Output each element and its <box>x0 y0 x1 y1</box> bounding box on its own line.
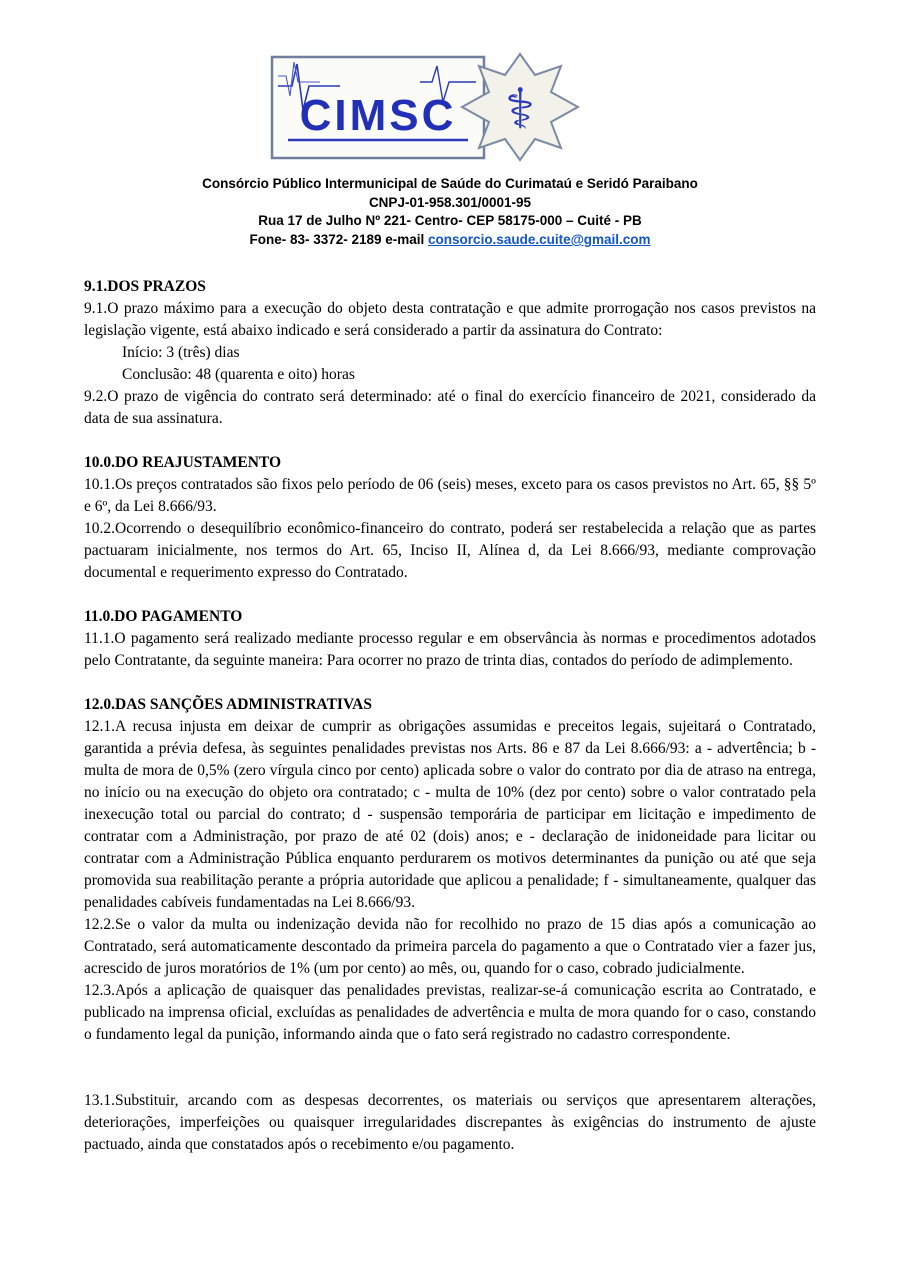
letterhead <box>0 0 900 250</box>
cimsc-logo-graphic <box>270 52 580 164</box>
paragraph: 12.2.Se o valor da multa ou indenização devida não for recolhido no prazo de 15 dias após a comunicação ao Contratado, será automaticamente descontado da primeira parcela do pagamento a que o Contratado vier a fazer jus, acrescido de juros moratórios de 1% (um por cento) ao mês, ou, quando for o caso, cobrado judicialmente. <box>84 915 816 977</box>
paragraph-gap <box>84 430 816 452</box>
cnpj-line: CNPJ-01-958.301/0001-95 <box>368 194 532 210</box>
section-heading: 10.0.DO REAJUSTAMENTO <box>84 453 282 471</box>
cimsc-logo <box>270 52 580 169</box>
paragraph: 9.1.O prazo máximo para a execução do objeto desta contratação e que admite prorrogação nos casos previstos na legislação vigente, está abaixo indicado e será considerado a partir da assinatura do Contrato: <box>84 299 816 339</box>
paragraph-gap <box>84 1068 816 1090</box>
address-line: Rua 17 de Julho Nº 221- Centro- CEP 58175-000 – Cuité - PB <box>258 213 642 229</box>
email-link[interactable]: consorcio.saude.cuite@gmail.com <box>428 231 651 247</box>
paragraph: Conclusão: 48 (quarenta e oito) horas <box>122 365 355 383</box>
paragraph: 12.1.A recusa injusta em deixar de cumprir as obrigações assumidas e preceitos legais, sujeitará o Contratado, garantida a prévia defesa, às seguintes penalidades previstas nos Arts. 86 e 87 da Lei 8.666/93: a - advertência; b - multa de mora de 0,5% (zero vírgula cinco por cento) aplicada sobre o valor do contrato por dia de atraso na entrega, no início ou na execução do objeto ora contratado; c - multa de 10% (dez por cento) sobre o valor contratado pela inexecução total ou parcial do contrato; d - suspensão temporária de participar em licitação e impedimento de contratar com a Administração, por prazo de até 02 (dois) anos; e - declaração de inidoneidade para licitar ou contratar com a Administração Pública enquanto perdurarem os motivos determinantes da punição ou até que seja promovida sua reabilitação perante a própria autoridade que aplicou a penalidade; f - simultaneamente, qualquer das penalidades cabíveis fundamentadas na Lei 8.666/93. <box>84 717 816 911</box>
org-name-line: Consórcio Público Intermunicipal de Saúde do Curimataú e Seridó Paraibano <box>202 176 698 191</box>
paragraph: 13.1.Substituir, arcando com as despesas decorrentes, os materiais ou serviços que apresentarem alterações, deteriorações, imperfeições ou quaisquer irregularidades discrepantes às exigências do instrumento de ajuste pactuado, ainda que constatados após o recebimento e/ou pagamento. <box>84 1091 816 1153</box>
section-heading: 12.0.DAS SANÇÕES ADMINISTRATIVAS <box>84 695 372 713</box>
paragraph-gap <box>84 584 816 606</box>
caduceus-icon: ⚕ <box>504 77 536 142</box>
phone-label: Fone- 83- 3372- 2189 e-mail <box>249 231 429 247</box>
paragraph-gap <box>84 672 816 694</box>
paragraph: 9.2.O prazo de vigência do contrato será determinado: até o final do exercício financeiro de 2021, considerado da data de sua assinatura. <box>84 387 816 427</box>
paragraph: Início: 3 (três) dias <box>122 343 240 361</box>
paragraph: 11.1.O pagamento será realizado mediante processo regular e em observância às normas e procedimentos adotados pelo Contratante, da seguinte maneira: Para ocorrer no prazo de trinta dias, contados do período de adimplemento. <box>84 629 816 669</box>
paragraph: 12.3.Após a aplicação de quaisquer das penalidades previstas, realizar-se-á comunicação escrita ao Contratado, e publicado na imprensa oficial, excluídas as penalidades de advertência e multa de mora quando for o caso, constando o fundamento legal da punição, informando ainda que o fato será registrado no cadastro correspondente. <box>84 981 816 1043</box>
paragraph: 10.1.Os preços contratados são fixos pelo período de 06 (seis) meses, exceto para os casos previstos no Art. 65, §§ 5º e 6º, da Lei 8.666/93. <box>84 475 816 515</box>
letterhead-text <box>0 175 900 250</box>
logo-text: CIMSC <box>299 91 457 140</box>
section-heading: 9.1.DOS PRAZOS <box>84 277 206 295</box>
contact-line <box>0 231 900 250</box>
section-heading: 11.0.DO PAGAMENTO <box>84 607 243 625</box>
document-body <box>84 276 816 1156</box>
paragraph: 10.2.Ocorrendo o desequilíbrio econômico-financeiro do contrato, poderá ser restabelecida a relação que as partes pactuaram inicialmente, nos termos do Art. 65, Inciso II, Alínea d, da Lei 8.666/93, mediante comprovação documental e requerimento expresso do Contratado. <box>84 519 816 581</box>
paragraph-gap <box>84 1046 816 1068</box>
